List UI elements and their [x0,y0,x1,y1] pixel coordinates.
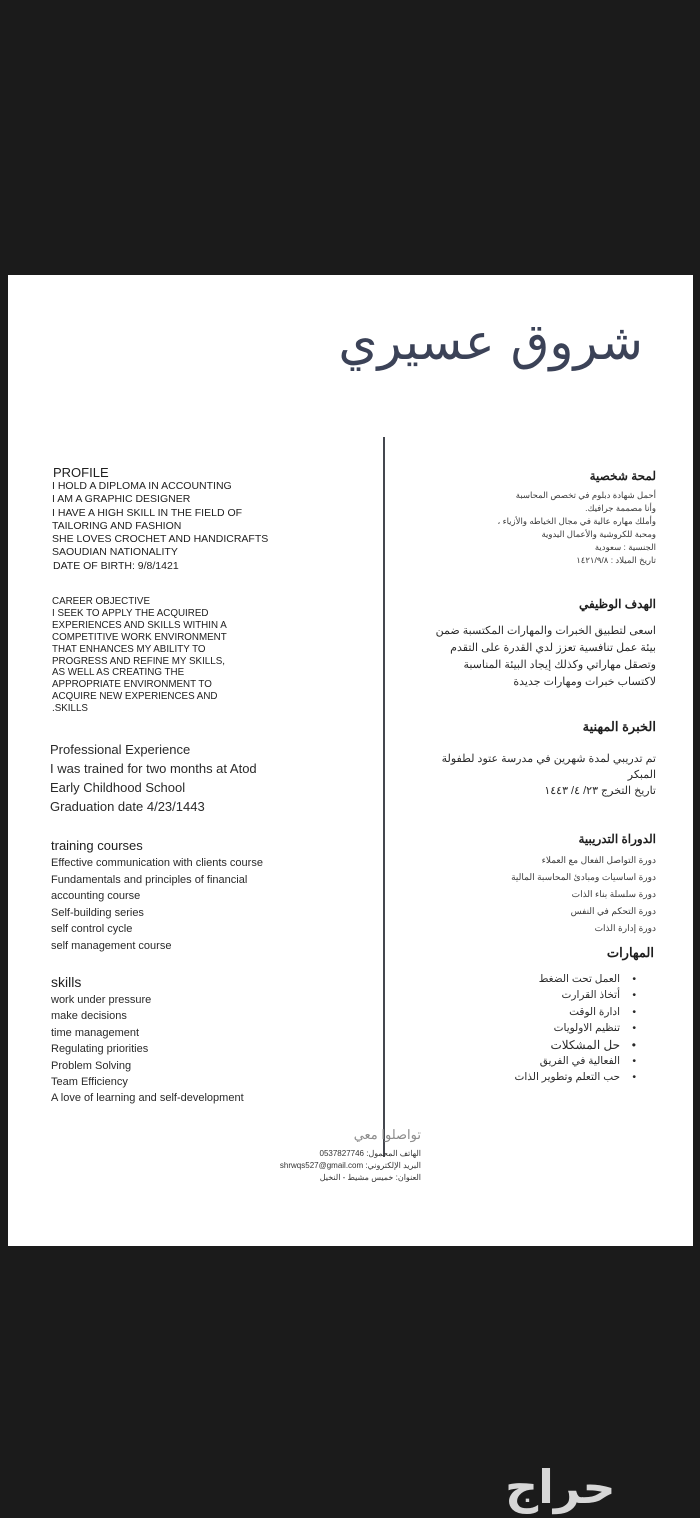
skills-list [51,992,244,1107]
ar-skill-item: • حب التعلم وتطوير الذات [514,1069,636,1085]
profile-heading: PROFILE [53,465,109,480]
career-section [52,596,227,715]
training-list [51,855,263,955]
contact-email [280,1160,421,1172]
ar-skills-heading: المهارات [606,945,654,960]
address-value: خميس مشيط - النخيل [319,1173,394,1182]
ar-profile-section [497,469,656,567]
skill-item: Team Efficiency [51,1076,128,1089]
ar-objective-section [436,597,656,691]
ar-objective-line: بيئة عمل تنافسية تعزز لدي القدرة على التقدم [450,642,656,654]
ar-training-item: دورة إدارة الذات [594,923,656,933]
ar-experience-line: المبكر [627,769,656,781]
ar-experience-heading: الخبرة المهنية [582,719,656,734]
profile-section [52,465,268,573]
ar-training-item: دورة التحكم في النفس [570,906,656,916]
ar-experience-line: تم تدريبي لمدة شهرين في مدرسة عتود لطفولة [441,753,656,765]
experience-line: I was trained for two months at Atod [50,761,257,776]
career-line: APPROPRIATE ENVIRONMENT TO [52,679,212,691]
column-divider [383,437,385,1157]
ar-objective-line: وتصقل مهاراتي وكذلك إيجاد البيئة المناسبة [463,659,656,671]
training-item: accounting course [51,890,141,903]
ar-training-item: دورة اساسيات ومبادئ المحاسبة المالية [511,872,656,882]
email-label: البريد الإلكتروني: [365,1161,421,1170]
career-line: I SEEK TO APPLY THE ACQUIRED [52,607,209,619]
contact-phone [280,1148,421,1160]
haraj-watermark: حراج [505,1460,616,1514]
resume-name: شروق عسيري [338,313,643,371]
career-line: EXPERIENCES AND SKILLS WITHIN A [52,619,227,631]
ar-skill-item: • حل المشكلات [514,1037,636,1053]
training-heading: training courses [51,838,143,853]
profile-list [52,480,268,573]
profile-line: SAOUDIAN NATIONALITY [52,546,178,559]
skill-item: Problem Solving [51,1059,132,1072]
career-line: AS WELL AS CREATING THE [52,667,185,679]
ar-skills-list [514,971,636,1086]
skills-section [51,972,244,1107]
profile-line: DATE OF BIRTH: 9/8/1421 [53,559,179,572]
phone-value: 0537827746 [319,1149,364,1158]
skill-item: work under pressure [51,994,152,1006]
ar-skill-item: • أتخاذ القرارت [514,987,636,1003]
ar-profile-line: أحمل شهادة دبلوم في تخصص المحاسبة [515,490,656,500]
email-value: shrwqs527@gmail.com [279,1161,364,1170]
skill-item: Regulating priorities [51,1043,149,1056]
ar-profile-line: تاريخ الميلاد : ١٤٢١/٩/٨ [576,555,656,565]
training-item: Fundamentals and principles of financial [51,873,248,886]
profile-line: SHE LOVES CROCHET AND HANDICRAFTS [52,533,269,546]
experience-heading: Professional Experience [50,742,191,757]
ar-skill-item: • الفعالية في الفريق [514,1053,636,1069]
ar-profile-heading: لمحة شخصية [589,469,656,483]
ar-training-section [511,832,656,937]
skill-item: time management [51,1026,140,1039]
training-item: Effective communication with clients course [51,857,263,869]
profile-line: I AM A GRAPHIC DESIGNER [52,493,191,506]
contact-heading: تواصلوا معي [353,1127,421,1142]
training-section [51,837,263,955]
ar-objective-heading: الهدف الوظيفي [578,597,656,611]
skills-heading: skills [51,974,82,990]
training-item: Self-building series [51,906,144,919]
ar-skills-section [514,945,654,1086]
experience-line: Early Childhood School [50,780,186,795]
ar-training-list [511,852,656,937]
career-list [52,596,227,715]
career-line: PROGRESS AND REFINE MY SKILLS, [52,655,225,667]
ar-profile-line: وأنا مصممة جرافيك. [585,503,656,513]
ar-skill-item: • العمل تحت الضغط [514,971,636,987]
career-line: THAT ENHANCES MY ABILITY TO [52,643,206,655]
experience-line: Graduation date 4/23/1443 [50,799,205,814]
training-item: self control cycle [51,923,133,936]
ar-objective-list [436,623,656,691]
phone-label: الهاتف المحمول: [366,1149,421,1158]
profile-line: I HOLD A DIPLOMA IN ACCOUNTING [52,480,232,492]
ar-experience-section [442,719,656,799]
ar-objective-line: اسعى لتطبيق الخبرات والمهارات المكتسبة ضمن [435,625,656,637]
career-heading: CAREER OBJECTIVE [52,596,150,607]
resume-page [8,275,693,1246]
skill-item: make decisions [51,1010,127,1023]
career-line: .SKILLS [52,703,88,715]
training-item: self management course [51,939,172,952]
ar-profile-line: الجنسية : سعودية [594,542,656,552]
ar-skill-item: • ادارة الوقت [514,1004,636,1020]
ar-profile-line: ومحبة للكروشية والأعمال اليدوية [541,529,656,539]
skill-item: A love of learning and self-development [51,1092,244,1105]
ar-profile-list [497,489,656,567]
ar-experience-list [442,751,656,799]
profile-line: I HAVE A HIGH SKILL IN THE FIELD OF [52,506,243,519]
ar-training-heading: الدوراة التدريبية [578,832,656,846]
ar-objective-line: لاكتساب خبرات ومهارات جديدة [513,676,656,688]
career-line: COMPETITIVE WORK ENVIRONMENT [52,631,227,643]
ar-experience-line: تاريخ التخرج ٢٣/ ٤/ ١٤٤٣ [544,785,656,797]
ar-training-item: دورة التواصل الفعال مع العملاء [541,855,656,865]
contact-list [280,1148,421,1184]
ar-profile-line: وأملك مهاره عالية في مجال الخياطه والأزياء ، [497,516,656,526]
contact-section [280,1127,421,1184]
experience-section [50,740,257,816]
contact-address [280,1172,421,1184]
profile-line: TAILORING AND FASHION [52,519,182,532]
ar-skill-item: • تنظيم الاولويات [514,1020,636,1036]
ar-training-item: دورة سلسلة بناء الذات [571,889,656,899]
address-label: العنوان: [395,1173,421,1182]
career-line: ACQUIRE NEW EXPERIENCES AND [52,691,218,703]
